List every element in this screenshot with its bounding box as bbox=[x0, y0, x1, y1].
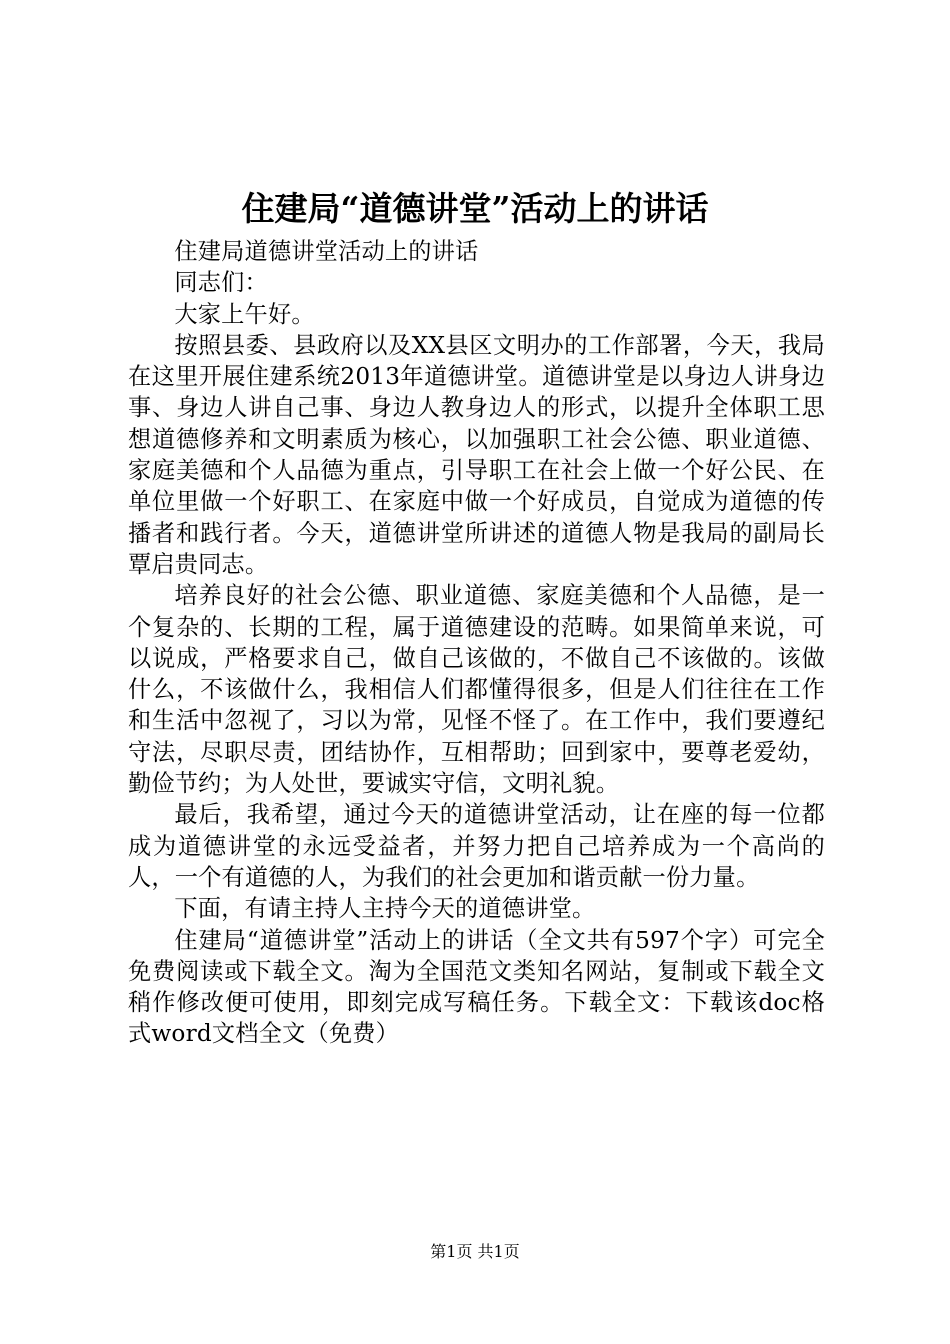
paragraph-download-notice: 住建局“道德讲堂”活动上的讲话（全文共有597个字）可完全免费阅读或下载全文。淘为全国范文类知名网站，复制或下载全文稍作修改便可使用，即刻完成写稿任务。下载全文：下载该doc格式word文档全文（免费） bbox=[128, 926, 825, 1048]
document-body bbox=[128, 236, 825, 1050]
paragraph-closing-hope: 最后，我希望，通过今天的道德讲堂活动，让在座的每一位都成为道德讲堂的永远受益者，并努力把自己培养成为一个高尚的人，一个有道德的人，为我们的社会更加和谐贡献一份力量。 bbox=[128, 801, 825, 891]
paragraph-greeting: 大家上午好。 bbox=[174, 300, 315, 328]
paragraph-host-invitation: 下面，有请主持人主持今天的道德讲堂。 bbox=[174, 895, 596, 923]
paragraph-salutation: 同志们： bbox=[174, 269, 268, 297]
page-number-footer: 第1页 共1页 bbox=[430, 1242, 520, 1261]
paragraph-morality-cultivation: 培养良好的社会公德、职业道德、家庭美德和个人品德，是一个复杂的、长期的工程，属于道德建设的范畴。如果简单来说，可以说成，严格要求自己，做自己该做的，不做自己不该做的。该做什么，不该做什么，我相信人们都懂得很多，但是人们往往在工作和生活中忽视了，习以为常，见怪不怪了。在工作中，我们要遵纪守法，尽职尽责，团结协作，互相帮助；回到家中，要尊老爱幼，勤俭节约；为人处世，要诚实守信，文明礼貌。 bbox=[128, 582, 825, 798]
paragraph-subtitle: 住建局道德讲堂活动上的讲话 bbox=[174, 238, 479, 265]
paragraph-introduction: 按照县委、县政府以及XX县区文明办的工作部署，今天，我局在这里开展住建系统2013年道德讲堂。道德讲堂是以身边人讲身边事、身边人讲自己事、身边人教身边人的形式，以提升全体职工思想道德修养和文明素质为核心，以加强职工社会公德、职业道德、家庭美德和个人品德为重点，引导职工在社会上做一个好公民、在单位里做一个好职工、在家庭中做一个好成员，自觉成为道德的传播者和践行者。今天，道德讲堂所讲述的道德人物是我局的副局长覃启贵同志。 bbox=[128, 331, 825, 578]
document-title: 住建局“道德讲堂”活动上的讲话 bbox=[241, 189, 709, 228]
